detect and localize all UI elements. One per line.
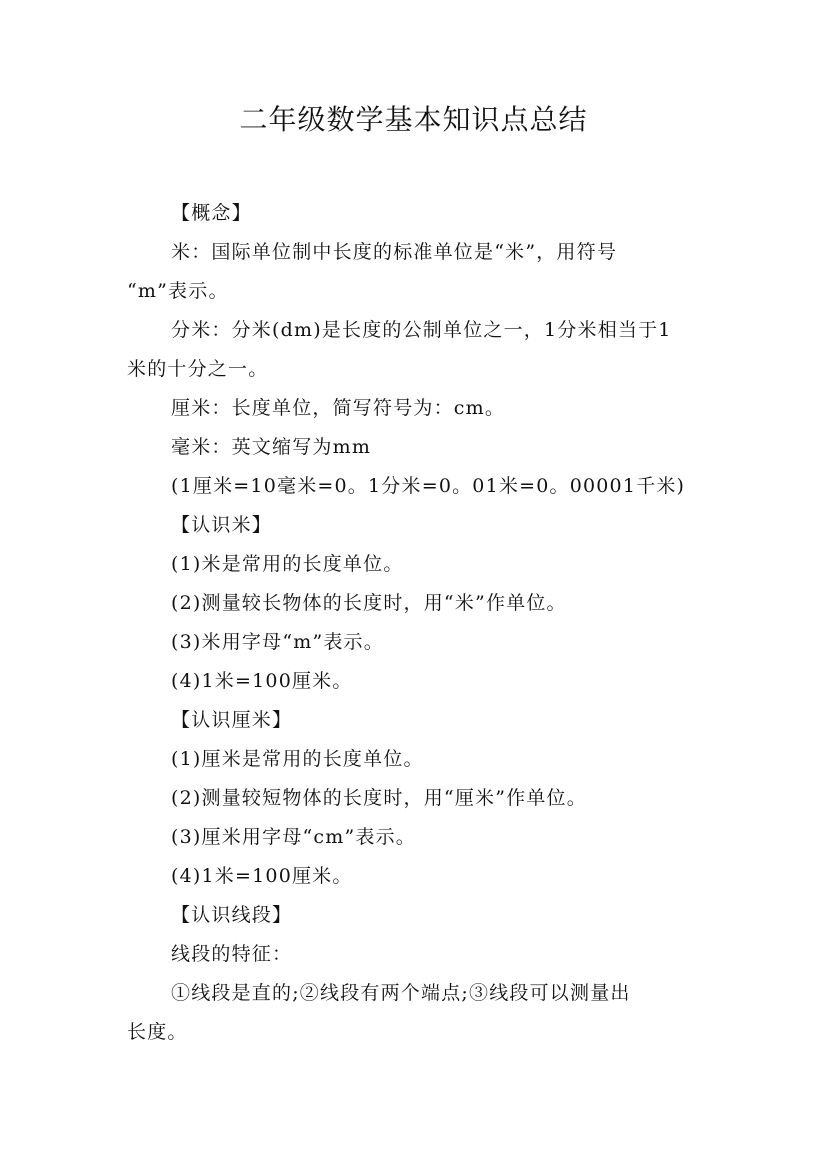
paragraph-line: 【认识米】 [171,514,273,536]
paragraph-line: 厘米：长度单位，简写符号为：cm。 [171,397,506,419]
paragraph-line: (4)1米=100厘米。 [171,670,353,692]
paragraph-line: (1)厘米是常用的长度单位。 [171,748,424,770]
paragraph-line: 线段的特征： [171,943,293,965]
paragraph-line: 米的十分之一。 [127,358,269,380]
paragraph-line: 米：国际单位制中长度的标准单位是“米”，用符号 [171,241,618,263]
paragraph-line: (3)厘米用字母“cm”表示。 [171,826,416,848]
paragraph-line: 毫米：英文缩写为mm [171,436,372,458]
document-title: 二年级数学基本知识点总结 [239,103,588,136]
paragraph-line: (1厘米=10毫米=0。1分米=0。01米=0。00001千米) [171,475,686,497]
paragraph-line: ①线段是直的;②线段有两个端点;③线段可以测量出 [171,982,631,1004]
paragraph-line: “m”表示。 [127,280,229,302]
paragraph-line: 【概念】 [171,202,252,224]
document-body [127,194,703,1052]
paragraph-line: (3)米用字母“m”表示。 [171,631,384,653]
paragraph-line: (2)测量较短物体的长度时，用“厘米”作单位。 [171,787,587,809]
paragraph-line: (4)1米=100厘米。 [171,865,353,887]
paragraph-line: (1)米是常用的长度单位。 [171,553,404,575]
paragraph-line: 【认识线段】 [171,904,293,926]
paragraph-line: 分米：分米(dm)是长度的公制单位之一，1分米相当于1 [171,319,672,341]
paragraph-line: 长度。 [127,1021,188,1043]
paragraph-line: 【认识厘米】 [171,709,293,731]
paragraph-line: (2)测量较长物体的长度时，用“米”作单位。 [171,592,567,614]
